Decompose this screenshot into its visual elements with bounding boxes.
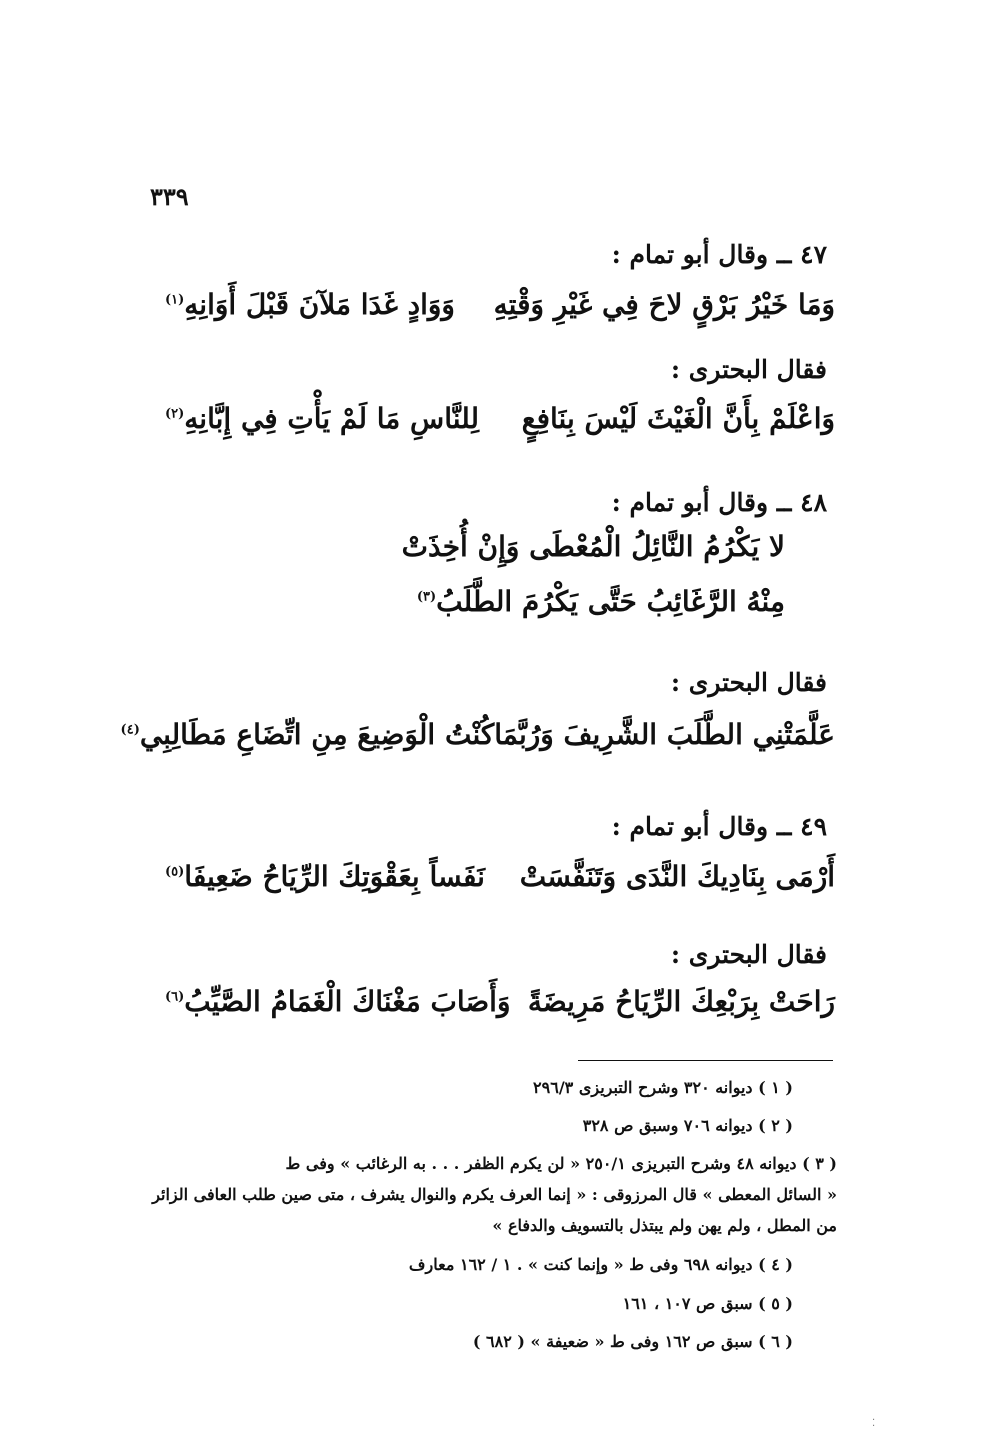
footnote: ( ١ ) ديوانه ٣٢٠ وشرح التبريزى ٢٩٦/٣	[533, 1078, 793, 1097]
verse-hemistich-right: عَلَّمَتْنِي الطَّلَبَ الشَّرِيفَ وَرُبَّمَا	[494, 718, 835, 751]
footnote: ( ٤ ) ديوانه ٦٩٨ وفى ط « وإنما كنت » . ١ / ١٦٢ معارف	[408, 1255, 793, 1274]
entry-heading: فقال البحترى :	[670, 668, 827, 697]
verse-line	[165, 402, 835, 435]
footnote: ( ٦ ) سبق ص ١٦٢ وفى ط « ضعيفة » ( ٦٨٢ )	[472, 1332, 793, 1351]
entry-heading: فقال البحترى :	[670, 940, 827, 969]
verse-hemistich-right: رَاحَتْ بِرَبْعِكَ الرِّيَاحُ مَرِيضَةً	[527, 985, 835, 1018]
verse-hemistich-left-text: نَفَساً بِعَقْوَتِكَ الرِّيَاحُ ضَعِيفَا	[184, 860, 485, 893]
verse-line-first: لا يَكْرُمُ النَّائِلُ الْمُعْطَى وَإِنْ أُخِذَتْ	[401, 530, 785, 563]
footnote: ( ٥ ) سبق ص ١٠٧ ، ١٦١	[622, 1294, 793, 1313]
footnote-continuation: من المطل ، ولم يهن ولم يبتذل بالتسويف والدفاع »	[492, 1216, 837, 1235]
footnote-marker: (٣)	[416, 589, 437, 605]
entry-heading: ٤٨ ــ وقال أبو تمام :	[611, 488, 827, 517]
verse-line	[120, 718, 835, 751]
verse-hemistich-left-text: كُنْتُ الْوَضِيعَ مِنِ اتِّضَاعِ مَطَالِبِي	[139, 718, 495, 751]
entry-heading: ٤٧ ــ وقال أبو تمام :	[611, 240, 827, 269]
scan-speck: ⁚	[872, 1418, 876, 1429]
footnote-marker: (١)	[165, 292, 185, 308]
verse-hemistich-left-text: لِلنَّاسِ مَا لَمْ يَأْتِ فِي إِبَّانِهِ	[184, 402, 480, 435]
footnote-continuation: « السائل المعطى » قال المرزوقى : « إنما العرف يكرم والنوال يشرف ، متى صين طلب العافى الزائر	[152, 1185, 837, 1204]
verse-hemistich-left	[165, 402, 479, 435]
entry-heading: ٤٩ ــ وقال أبو تمام :	[611, 812, 827, 841]
verse-line	[165, 288, 835, 321]
page-number: ٣٣٩	[150, 182, 189, 211]
footnote-separator	[578, 1060, 833, 1061]
verse-line-second-text: مِنْهُ الرَّغَائِبُ حَتَّى يَكْرُمَ الطَّلَبُ	[436, 585, 785, 618]
footnote: ( ٣ ) ديوانه ٤٨ وشرح التبريزى ٢٥٠/١ « لن يكرم الظفر . . . به الرغائب » وفى ط	[285, 1154, 837, 1173]
entry-heading: فقال البحترى :	[670, 355, 827, 384]
verse-line-second	[417, 585, 785, 618]
verse-hemistich-left	[165, 288, 455, 321]
footnote-marker: (٤)	[120, 722, 140, 738]
verse-hemistich-left	[165, 985, 510, 1018]
verse-line	[165, 860, 835, 893]
verse-hemistich-left	[165, 860, 485, 893]
footnote-marker: (٥)	[165, 864, 185, 880]
verse-hemistich-left-text: وَوَادٍ غَدَا مَلآنَ قَبْلَ أَوَانِهِ	[184, 288, 455, 321]
footnote: ( ٢ ) ديوانه ٧٠٦ وسبق ص ٣٢٨	[582, 1116, 793, 1135]
footnote-marker: (٦)	[165, 989, 185, 1005]
verse-hemistich-right: وَمَا خَيْرُ بَرْقٍ لاحَ فِي غَيْرِ وَقْتِهِ	[493, 288, 835, 321]
verse-hemistich-right: أَرْمَى بِنَادِيكَ النَّدَى وَتَنَفَّسَتْ	[519, 860, 835, 893]
verse-line	[165, 985, 835, 1018]
verse-hemistich-left	[121, 718, 495, 751]
footnote-marker: (٢)	[165, 406, 185, 422]
verse-hemistich-right: وَاعْلَمْ بِأَنَّ الْغَيْثَ لَيْسَ بِنَافِعٍ	[521, 402, 835, 435]
verse-hemistich-left-text: وَأَصَابَ مَغْنَاكَ الْغَمَامُ الصَّيِّبُ	[184, 985, 511, 1018]
